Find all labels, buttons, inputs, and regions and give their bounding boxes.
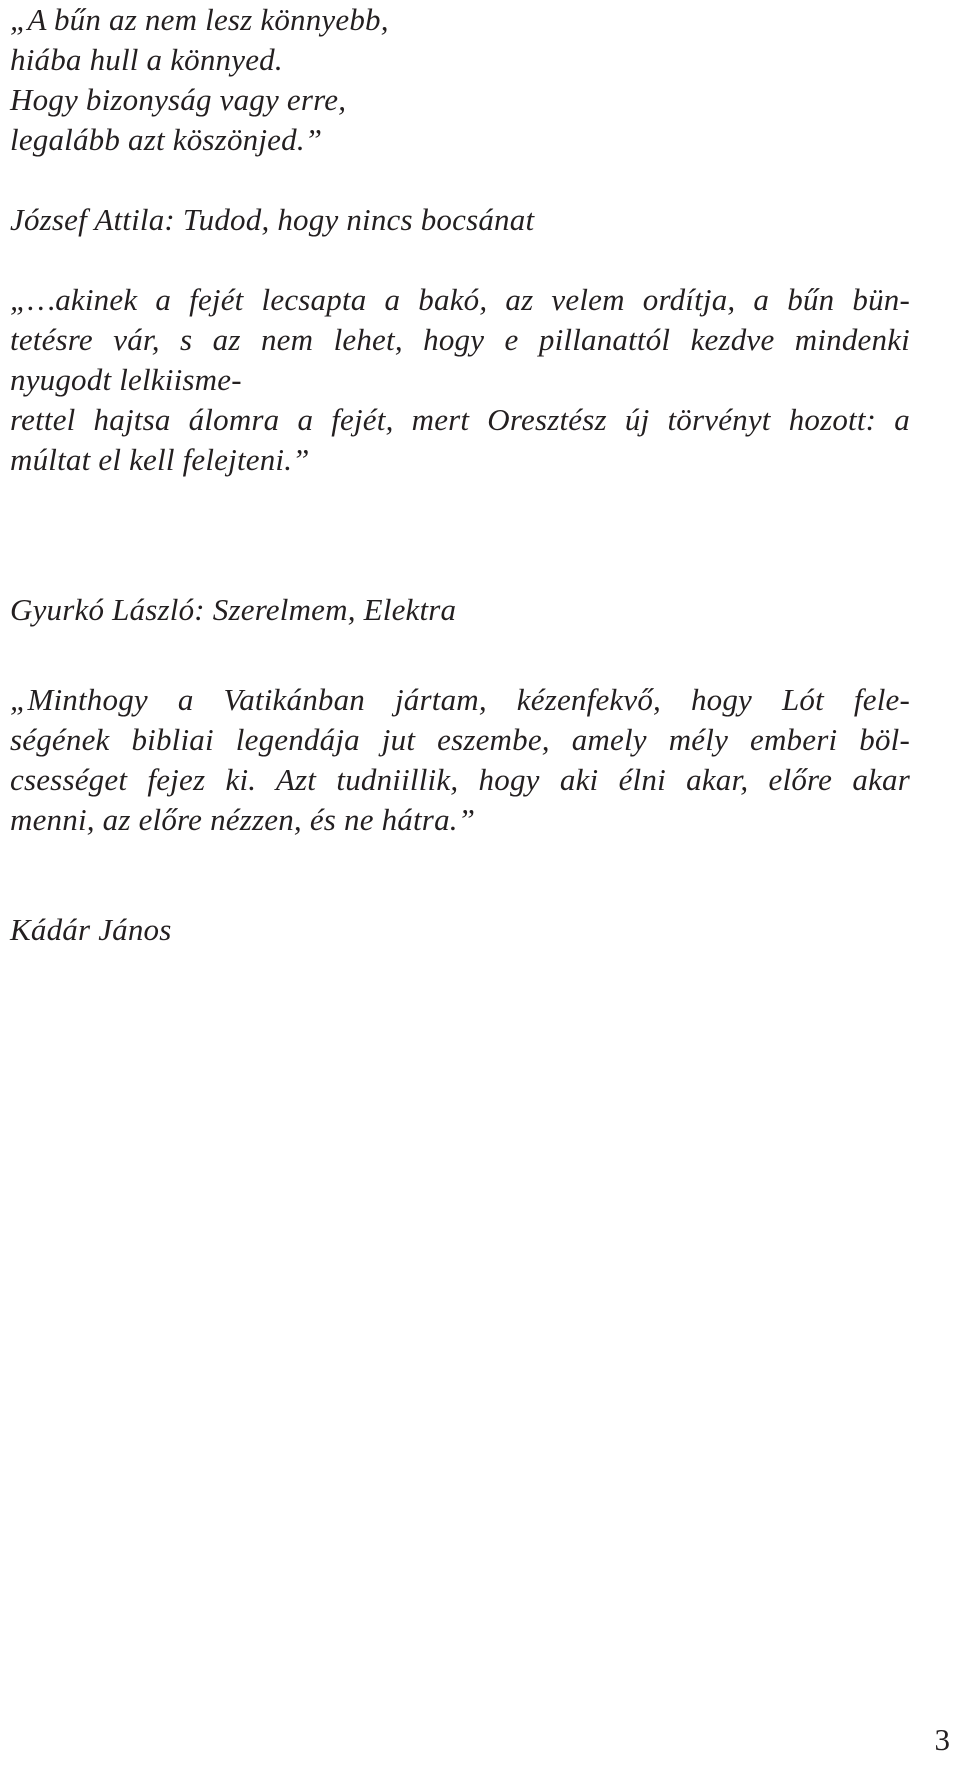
quote-2-line-5: múltat el kell felejteni.” — [10, 442, 310, 477]
quote-1-line-1: „A bűn az nem lesz könnyebb, — [10, 2, 389, 37]
quote-1-attribution-block — [10, 200, 534, 240]
page-number: 3 — [934, 1722, 950, 1757]
quote-2-line-4: rettel hajtsa álomra a fejét, mert Oresztész új törvényt hozott: a — [10, 402, 910, 437]
quote-1-attribution: József Attila: Tudod, hogy nincs bocsánat — [10, 202, 535, 237]
quote-2-attribution-block — [10, 590, 456, 630]
quote-1-line-3: Hogy bizonyság vagy erre, — [10, 82, 347, 117]
quote-2-attribution: Gyurkó László: Szerelmem, Elektra — [10, 592, 457, 627]
quote-3-line-3: csességet fejez ki. Azt tudniillik, hogy aki élni akar, előre akar — [10, 762, 910, 797]
quote-2-line-2: tetésre vár, s az nem lehet, hogy e pillanattól kezdve mindenki — [10, 322, 910, 357]
quote-3-line-1: „Minthogy a Vatikánban jártam, kézenfekvő, hogy Lót fele- — [10, 682, 910, 717]
quote-3-attribution: Kádár János — [10, 912, 172, 947]
quote-3 — [10, 680, 910, 840]
quote-1 — [10, 0, 389, 160]
quote-3-line-2: ségének bibliai legendája jut eszembe, amely mély emberi böl- — [10, 722, 910, 757]
quote-1-line-4: legalább azt köszönjed.” — [10, 122, 323, 157]
quote-2-line-3: nyugodt lelkiisme- — [10, 362, 242, 397]
quote-2 — [10, 280, 910, 480]
quote-3-line-4: menni, az előre nézzen, és ne hátra.” — [10, 802, 476, 837]
quote-1-line-2: hiába hull a könnyed. — [10, 42, 283, 77]
quote-2-line-1: „…akinek a fejét lecsapta a bakó, az velem ordítja, a bűn bün- — [10, 282, 910, 317]
quote-3-attribution-block — [10, 910, 172, 950]
